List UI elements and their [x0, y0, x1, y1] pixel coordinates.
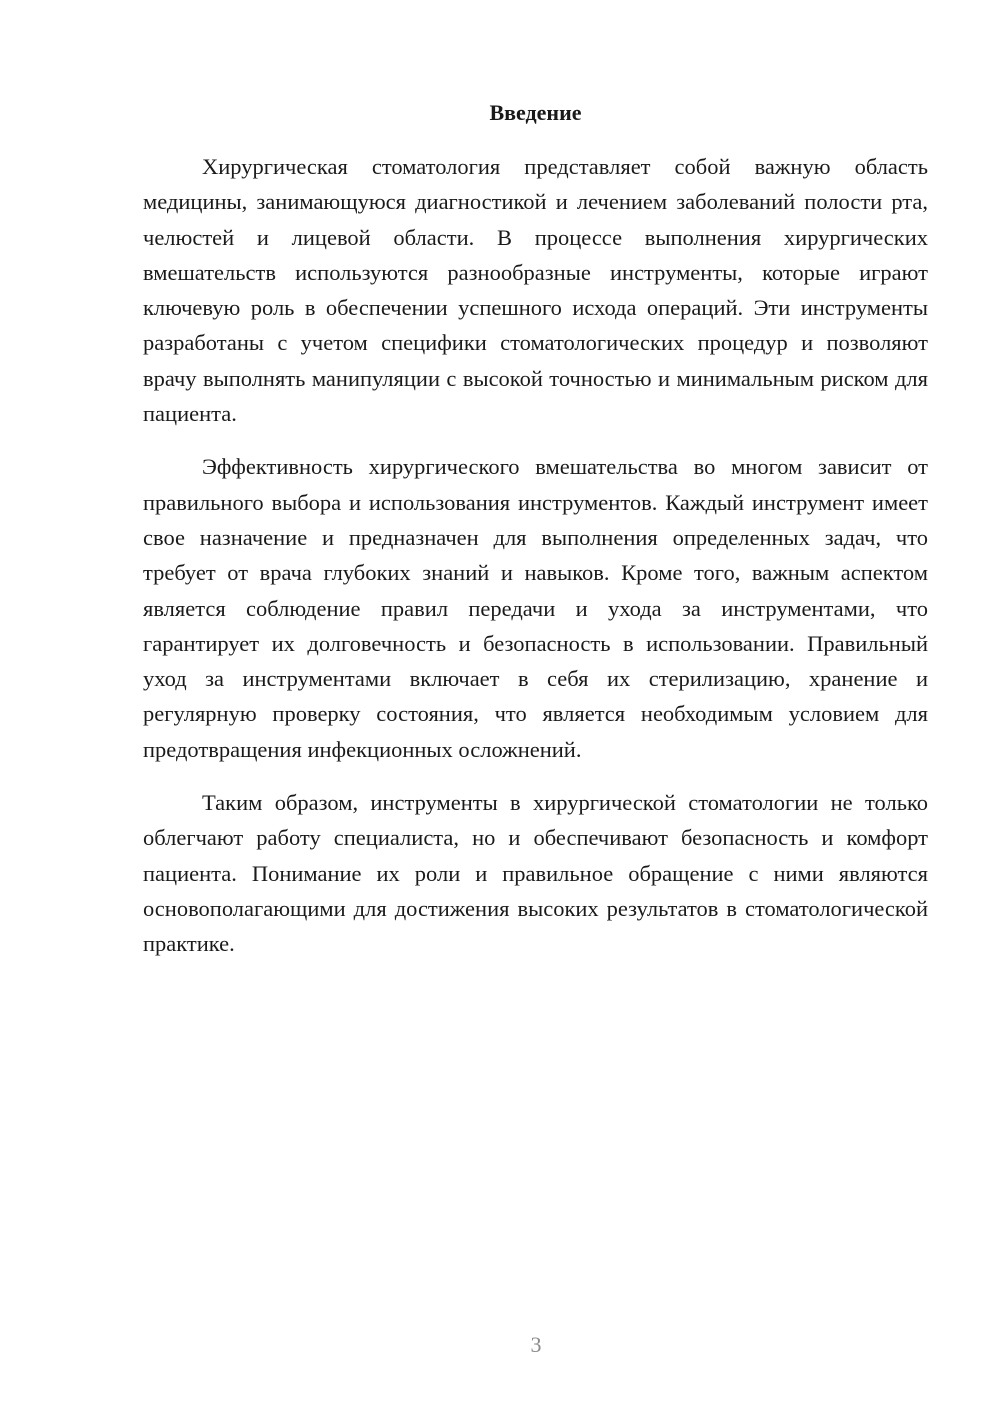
- paragraph-3: Таким образом, инструменты в хирургической стоматологии не только облегчают работу специалиста, но и обеспечивают безопасность и комфорт пациента. Понимание их роли и правильное обращение с ними являются основополагающими для достижения высоких результатов в стоматологической практике.: [143, 790, 928, 957]
- page-content: [143, 95, 928, 962]
- page-number: 3: [530, 1332, 542, 1357]
- section-title: Введение: [489, 100, 582, 125]
- paragraph-2: Эффективность хирургического вмешательства во многом зависит от правильного выбора и использования инструментов. Каждый инструмент имеет свое назначение и предназначен для выполнения определенных задач, что требует от врача глубоких знаний и навыков. Кроме того, важным аспектом является соблюдение правил передачи и ухода за инструментами, что гарантирует их долговечность и безопасность в использовании. Правильный уход за инструментами включает в себя их стерилизацию, хранение и регулярную проверку состояния, что является необходимым условием для предотвращения инфекционных осложнений.: [143, 454, 928, 762]
- paragraph-1: Хирургическая стоматология представляет собой важную область медицины, занимающуюся диагностикой и лечением заболеваний полости рта, челюстей и лицевой области. В процессе выполнения хирургических вмешательств используются разнообразные инструменты, которые играют ключевую роль в обеспечении успешного исхода операций. Эти инструменты разработаны с учетом специфики стоматологических процедур и позволяют врачу выполнять манипуляции с высокой точностью и минимальным риском для пациента.: [143, 154, 928, 427]
